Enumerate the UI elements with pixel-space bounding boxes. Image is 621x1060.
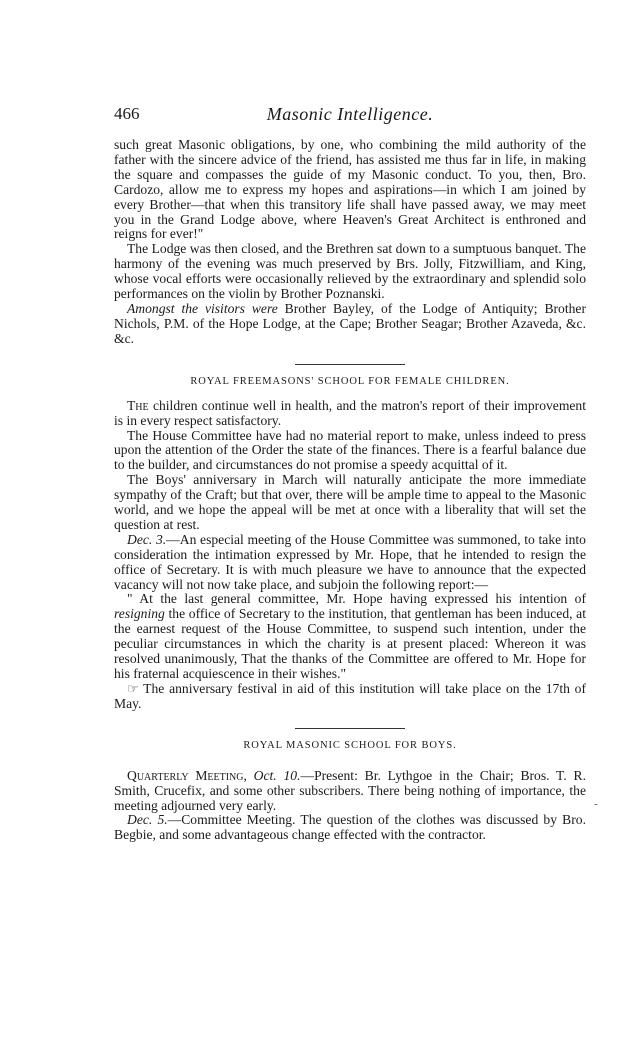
paragraph-committee-meeting	[114, 813, 586, 843]
section-heading-boys-school: ROYAL MASONIC SCHOOL FOR BOYS.	[243, 739, 457, 751]
report-text-start: " At the last general committee, Mr. Hope having expressed his intention of	[127, 591, 586, 607]
section-divider	[295, 728, 405, 729]
meeting-date: Dec. 5.	[127, 812, 168, 828]
visitors-text: Brother Bayley, of the Lodge of Antiquity; Brother Nichols, P.M. of the Hope Lodge, at the Cape; Brother Seagar; Brother Azaveda, &c. &c.	[114, 300, 586, 346]
section-boys-school	[114, 740, 586, 844]
pointing-hand-icon: ☞	[127, 680, 139, 696]
meeting-date: Dec. 3.	[127, 531, 167, 547]
festival-notice-text: The anniversary festival in aid of this institution will take place on the 17th of May.	[114, 680, 586, 711]
paragraph-quarterly-meeting	[114, 769, 586, 814]
quarterly-meeting-text: —Present: Br. Lythgoe in the Chair; Bros. T. R. Smith, Crucefix, and some other subscribers. There being nothing of importance, the meeting adjourned very early.	[114, 767, 586, 813]
paragraph-boys-anniversary: The Boys' anniversary in March will naturally anticipate the more immediate sympathy of the Craft; but that over, there will be ample time to appeal to the Masonic world, and we hope the appeal will be met at once with a liberality that will set the question at rest.	[114, 472, 586, 532]
section-lodge-report	[114, 138, 586, 347]
paragraph-visitors	[114, 302, 586, 347]
section-divider	[295, 364, 405, 365]
paragraph-banquet: The Lodge was then closed, and the Brethren sat down to a sumptuous banquet. The harmony of the evening was much preserved by Brs. Jolly, Fitzwilliam, and King, whose vocal efforts were occasionally relieved by the extraordinary and splendid solo performances on the violin by Brother Poznanski.	[114, 241, 586, 302]
page	[114, 104, 598, 843]
report-emphasis: resigning	[114, 606, 165, 622]
paragraph-lead-word: The	[127, 397, 149, 413]
meeting-title: Quarterly Meeting,	[127, 767, 247, 783]
section-heading-female-school: ROYAL FREEMASONS' SCHOOL FOR FEMALE CHILDREN.	[190, 375, 510, 387]
paragraph-address-conclusion: such great Masonic obligations, by one, who combining the mild authority of the father with the sincere advice of the friend, has assisted me thus far in life, in making the square and compasses the guide of my Masonic conduct. To you, then, Bro. Cardozo, allow me to express my hopes and aspirations—in which I am joined by every Brother—that when this transitory life shall have passed away, we may meet you in the Grand Lodge above, where Heaven's Great Architect is enthroned and reigns for ever!"	[114, 137, 586, 242]
running-title: Masonic Intelligence.	[266, 104, 434, 124]
special-meeting-text: —An especial meeting of the House Committee was summoned, to take into consideration the intimation expressed by Mr. Hope, that he intended to resign the office of Secretary. It is with much pleasure we have to announce that the expected vacancy will not now take place, and subjoin the following report:—	[114, 531, 586, 592]
committee-meeting-text: —Committee Meeting. The question of the clothes was discussed by Bro. Begbie, and some advantageous change effected with the contractor.	[114, 812, 586, 843]
stray-print-mark: -	[594, 798, 598, 810]
paragraph-health-text: children continue well in health, and the matron's report of their improvement is in every respect satisfactory.	[114, 397, 586, 428]
visitors-lead: Amongst the visitors were	[127, 300, 278, 316]
section-female-school	[114, 376, 586, 712]
paragraph-special-meeting	[114, 533, 586, 593]
paragraph-house-committee: The House Committee have had no material report to make, unless indeed to press upon the attention of the Order the state of the finances. There is a fearful balance due to the builder, and circumstances do not promise a speedy acquittal of it.	[114, 427, 586, 473]
paragraph-festival-notice	[114, 682, 586, 712]
running-head	[114, 104, 586, 128]
paragraph-health	[114, 399, 586, 429]
paragraph-committee-report	[114, 592, 586, 681]
page-number: 466	[114, 104, 140, 123]
report-text-end: the office of Secretary to the institution, that gentleman has been induced, at the earnest request of the House Committee, to suspend such intention, under the peculiar circumstances in which the charity is at present placed: Whereon it was resolved unanimously, That the thanks of the Committee are offered to Mr. Hope for his fraternal acquiescence in their wishes."	[114, 606, 586, 681]
meeting-date: Oct. 10.	[246, 767, 301, 783]
